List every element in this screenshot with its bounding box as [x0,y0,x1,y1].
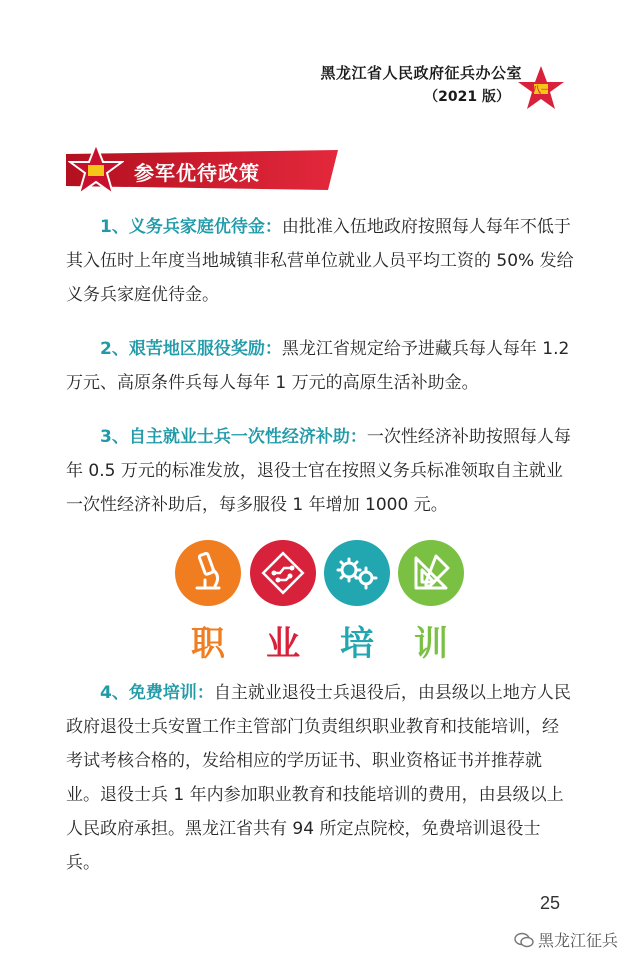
policy-item-2-lead: 2、艰苦地区服役奖励： [100,339,282,359]
section-title: 参军优待政策 [134,161,260,185]
wechat-icon [514,932,534,948]
training-illustration [0,540,640,664]
policy-item-3 [66,420,574,522]
header-year: （2021 版） [424,89,510,105]
svg-text:八一: 八一 [531,86,551,96]
policy-item-4 [66,676,574,880]
policy-item-2-text: 黑龙江省规定给予进藏兵每人每年 1.2 万元、高原条件兵每人每年 1 万元的高原生活补助金。 [66,339,570,393]
policy-item-1 [66,210,574,312]
policy-item-4-text: 自主就业退役士兵退役后，由县级以上地方人民政府退役士兵安置工作主管部门负责组织职业教育和技能培训，经考试考核合格的，发给相应的学历证书、职业资格证书并推荐就业。退役士兵 1 年内参加职业教育和技能培训的费用，由县级以上人民政府承担。黑龙江省共有 94 所定点院校，免费培训退役士兵。 [66,683,571,873]
header-org: 黑龙江省人民政府征兵办公室 [320,64,522,82]
red-army-star-icon [516,64,566,114]
watermark-text: 黑龙江征兵 [537,931,618,950]
policy-item-2 [66,332,574,400]
gears-icon [324,540,390,606]
training-char-4: 训 [414,624,448,664]
training-char-1: 职 [191,624,225,664]
microscope-icon [175,540,241,606]
training-char-2: 业 [266,624,300,664]
policy-item-3-lead: 3、自主就业士兵一次性经济补助： [100,427,367,447]
policy-item-1-lead: 1、义务兵家庭优待金： [100,217,282,237]
banner-star-icon [68,142,124,198]
page-number: 25 [540,893,561,913]
ruler-pencil-icon [398,540,464,606]
policy-item-3-text: 一次性经济补助按照每人每年 0.5 万元的标准发放，退役士官在按照义务兵标准领取自主就业一次性经济补助后，每多服役 1 年增加 1000 元。 [66,427,571,515]
watermark [514,928,618,951]
circuit-icon [250,540,316,606]
policy-item-4-lead: 4、免费培训： [100,683,214,703]
training-char-3: 培 [340,624,374,664]
policy-item-1-text: 由批准入伍地政府按照每人每年不低于其入伍时上年度当地城镇非私营单位就业人员平均工资的 50% 发给义务兵家庭优待金。 [66,217,574,305]
